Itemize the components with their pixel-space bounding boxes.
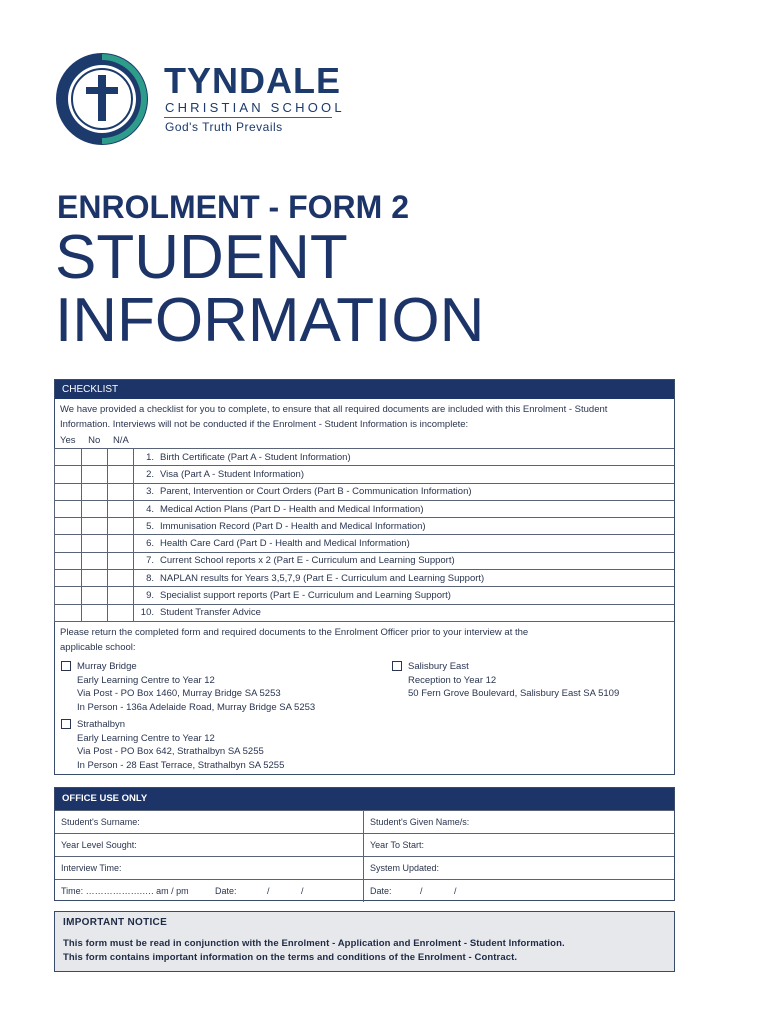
office-heading: OFFICE USE ONLY: [55, 788, 674, 810]
item-number: 7.: [146, 555, 154, 567]
campus-detail: In Person - 136a Adelaide Road, Murray Bridge SA 5253: [77, 701, 316, 713]
checkbox-yes[interactable]: [55, 587, 82, 604]
checklist-row: [55, 552, 675, 569]
important-notice: [54, 911, 675, 972]
notice-line: This form contains important information on the terms and conditions of the Enrolment - Contract.: [63, 952, 518, 963]
item-number: 8.: [146, 572, 154, 584]
item-text: Student Transfer Advice: [160, 607, 261, 619]
col-no-label: No: [88, 435, 101, 446]
item-number: 9.: [146, 590, 154, 602]
checkbox-no[interactable]: [82, 587, 108, 604]
item-number: 1.: [146, 451, 154, 463]
checkbox-yes[interactable]: [55, 535, 82, 552]
school-subtitle: CHRISTIAN SCHOOL: [165, 100, 345, 115]
form-label: ENROLMENT - FORM 2: [57, 189, 409, 225]
page-title-line1: STUDENT: [55, 223, 348, 292]
checkbox-no[interactable]: [82, 466, 108, 483]
checklist-item: [134, 604, 675, 621]
campus-strathalbyn: [77, 718, 284, 772]
checkbox-na[interactable]: [108, 535, 134, 552]
logo-divider: [164, 117, 332, 118]
checkbox-yes[interactable]: [55, 500, 82, 517]
checklist-row: [55, 518, 675, 535]
item-text: Parent, Intervention or Court Orders (Part B - Communication Information): [160, 486, 472, 498]
date-slash: /: [301, 886, 304, 896]
checkbox-yes[interactable]: [55, 449, 82, 466]
checklist-item: [134, 518, 675, 535]
item-text: Visa (Part A - Student Information): [160, 468, 304, 480]
checkbox-yes[interactable]: [55, 570, 82, 587]
checklist-column-labels: [55, 434, 674, 448]
time-date-field[interactable]: [55, 880, 364, 902]
given-names-field[interactable]: Student's Given Name/s:: [370, 817, 470, 827]
checklist-item: [134, 570, 675, 587]
col-yes-label: Yes: [60, 435, 76, 446]
campus-name: Salisbury East: [408, 661, 469, 672]
checklist-item: [134, 535, 675, 552]
checklist-item: [134, 500, 675, 517]
item-text: Medical Action Plans (Part D - Health and Medical Information): [160, 503, 424, 515]
item-text: Health Care Card (Part D - Health and Medical Information): [160, 538, 410, 550]
checkbox-na[interactable]: [108, 604, 134, 621]
return-line: applicable school:: [60, 641, 136, 653]
checkbox-no[interactable]: [82, 604, 108, 621]
checkbox-no[interactable]: [82, 483, 108, 500]
checkbox-na[interactable]: [108, 570, 134, 587]
checkbox-no[interactable]: [82, 518, 108, 535]
intro-line: Information. Interviews will not be conducted if the Enrolment - Student Information is incomplete:: [60, 419, 469, 430]
checklist-item: [134, 449, 675, 466]
checklist-row: [55, 466, 675, 483]
item-number: 2.: [146, 468, 154, 480]
checkbox-yes[interactable]: [55, 552, 82, 569]
office-use-section: [54, 787, 675, 901]
surname-field[interactable]: Student's Surname:: [55, 811, 364, 833]
checklist-row: [55, 500, 675, 517]
notice-line: This form must be read in conjunction with the Enrolment - Application and Enrolment - Student Information.: [63, 938, 565, 949]
item-number: 3.: [146, 486, 154, 498]
notice-title: IMPORTANT NOTICE: [63, 917, 168, 928]
cross-emblem-icon: [54, 51, 152, 147]
checklist-item: [134, 552, 675, 569]
checklist-intro: [55, 399, 674, 432]
checkbox-na[interactable]: [108, 587, 134, 604]
checkbox-no[interactable]: [82, 552, 108, 569]
date-label: Date:: [370, 886, 392, 896]
campus-murray-bridge: [77, 660, 315, 714]
campus-detail: Via Post - PO Box 1460, Murray Bridge SA 5253: [77, 688, 281, 700]
office-row: [55, 810, 674, 833]
item-number: 6.: [146, 538, 154, 550]
item-text: NAPLAN results for Years 3,5,7,9 (Part E - Curriculum and Learning Support): [160, 572, 485, 584]
school-logo: [54, 51, 354, 151]
school-motto: God's Truth Prevails: [165, 120, 283, 134]
item-number: 10.: [140, 607, 154, 619]
campus-murray-checkbox[interactable]: [61, 661, 71, 671]
return-instructions: [55, 622, 674, 655]
checklist-item: [134, 466, 675, 483]
campus-detail: In Person - 28 East Terrace, Strathalbyn SA 5255: [77, 759, 285, 771]
campus-detail: Early Learning Centre to Year 12: [77, 674, 215, 686]
checklist-row: [55, 483, 675, 500]
checklist-row: [55, 587, 675, 604]
checkbox-na[interactable]: [108, 518, 134, 535]
checkbox-na[interactable]: [108, 466, 134, 483]
item-number: 5.: [146, 520, 154, 532]
office-row: [55, 879, 674, 902]
time-label: Time: ……………….…. am / pm: [61, 886, 189, 896]
campus-salisbury-east: [408, 660, 619, 701]
checklist-row: [55, 449, 675, 466]
checkbox-na[interactable]: [108, 500, 134, 517]
checklist-row: [55, 604, 675, 621]
campus-detail: 50 Fern Grove Boulevard, Salisbury East SA 5109: [408, 688, 620, 700]
checklist-item: [134, 483, 675, 500]
campus-detail: Via Post - PO Box 642, Strathalbyn SA 5255: [77, 746, 264, 758]
checkbox-yes[interactable]: [55, 518, 82, 535]
item-text: Immunisation Record (Part D - Health and Medical Information): [160, 520, 426, 532]
campus-detail: Early Learning Centre to Year 12: [77, 732, 215, 744]
checkbox-yes[interactable]: [55, 604, 82, 621]
checkbox-no[interactable]: [82, 500, 108, 517]
col-na-label: N/A: [112, 435, 129, 446]
intro-line: We have provided a checklist for you to complete, to ensure that all required documents are included with this Enrolment - Student: [60, 404, 608, 415]
page-title-line2: INFORMATION: [55, 286, 485, 355]
date-label: Date:: [215, 886, 237, 896]
checkbox-na[interactable]: [108, 552, 134, 569]
campus-name: Strathalbyn: [77, 719, 126, 730]
year-level-field[interactable]: Year Level Sought:: [55, 834, 364, 856]
item-number: 4.: [146, 503, 154, 515]
school-name: TYNDALE: [164, 60, 341, 101]
checklist-row: [55, 535, 675, 552]
date-slash: /: [267, 886, 270, 896]
interview-time-field[interactable]: Interview Time:: [55, 857, 364, 879]
checklist-heading: CHECKLIST: [55, 380, 674, 399]
date-slash: /: [420, 886, 423, 896]
checkbox-yes[interactable]: [55, 466, 82, 483]
office-row: [55, 833, 674, 856]
checkbox-no[interactable]: [82, 449, 108, 466]
year-start-field[interactable]: Year To Start:: [370, 840, 425, 850]
campus-salisbury-checkbox[interactable]: [392, 661, 402, 671]
item-text: Birth Certificate (Part A - Student Information): [160, 451, 351, 463]
checkbox-yes[interactable]: [55, 483, 82, 500]
checklist-row: [55, 570, 675, 587]
return-line: Please return the completed form and required documents to the Enrolment Officer prior to your interview at the: [60, 626, 529, 638]
checkbox-na[interactable]: [108, 483, 134, 500]
checklist-table: [54, 448, 674, 622]
checklist-item: [134, 587, 675, 604]
system-updated-field[interactable]: System Updated:: [370, 863, 440, 873]
campus-detail: Reception to Year 12: [408, 674, 497, 686]
campus-strath-checkbox[interactable]: [61, 719, 71, 729]
campus-name: Murray Bridge: [77, 661, 137, 672]
date-slash: /: [454, 886, 457, 896]
item-text: Current School reports x 2 (Part E - Curriculum and Learning Support): [160, 555, 455, 567]
checklist-section: [54, 379, 675, 775]
date-field-right[interactable]: [364, 880, 674, 902]
checkbox-no[interactable]: [82, 535, 108, 552]
item-text: Specialist support reports (Part E - Curriculum and Learning Support): [160, 590, 451, 602]
checkbox-na[interactable]: [108, 449, 134, 466]
office-row: [55, 856, 674, 879]
checkbox-no[interactable]: [82, 570, 108, 587]
